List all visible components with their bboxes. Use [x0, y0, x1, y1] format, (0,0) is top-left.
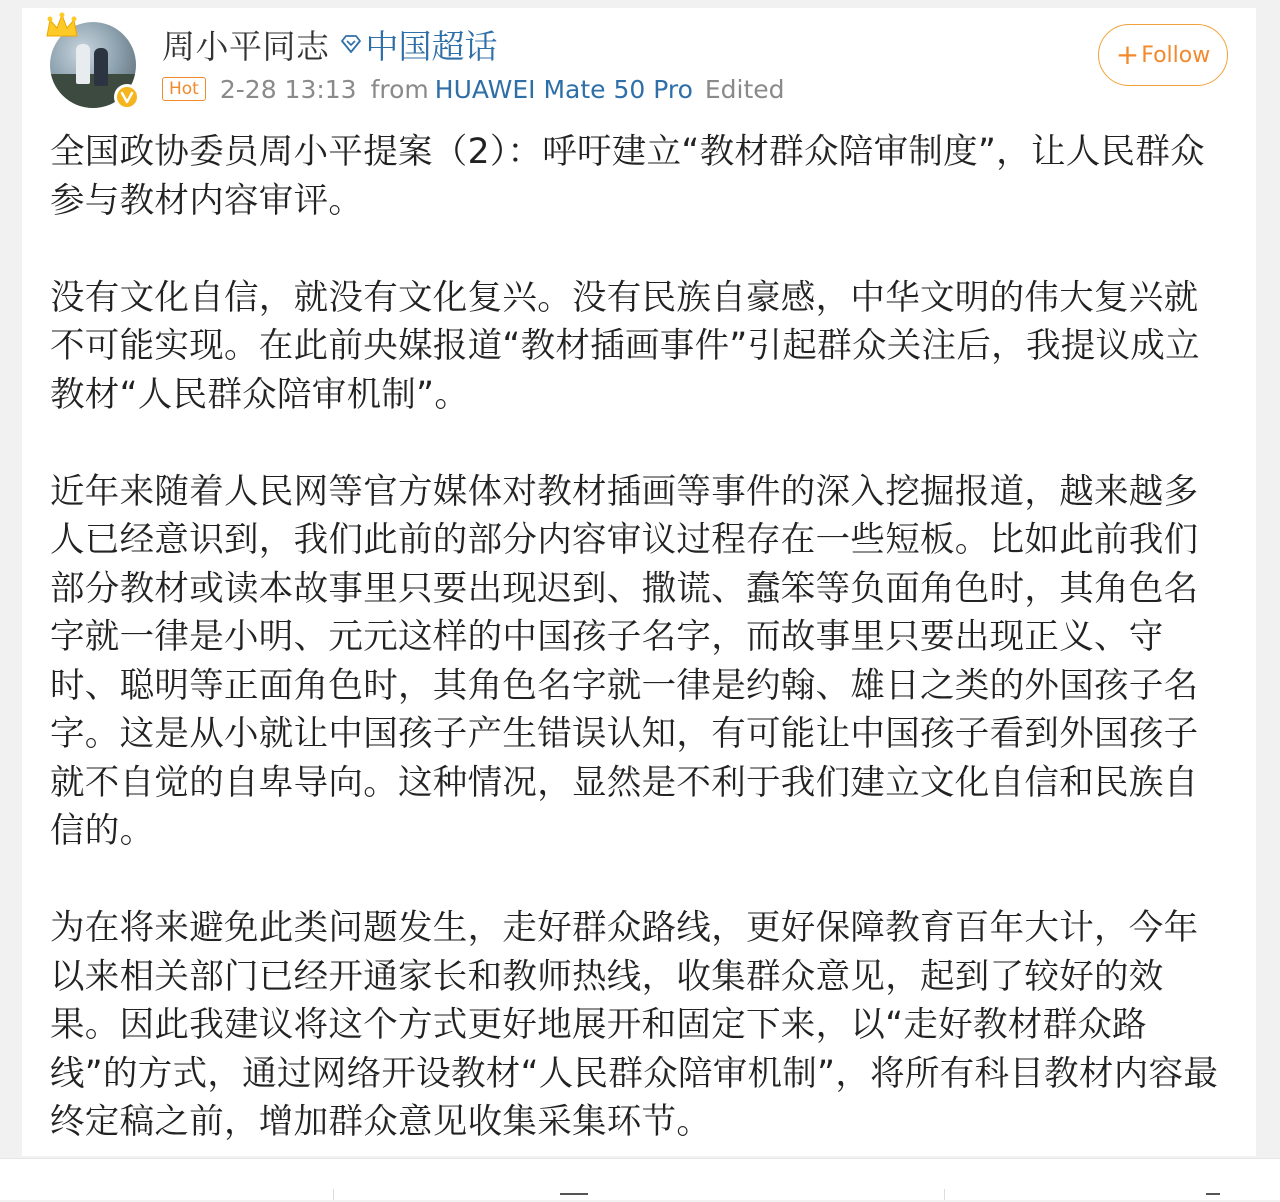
- avatar-figure: [76, 44, 90, 84]
- comment-icon[interactable]: [560, 1193, 588, 1202]
- super-topic-diamond-icon: [340, 33, 362, 55]
- action-bar: [0, 1158, 1280, 1200]
- plus-icon: +: [1115, 38, 1140, 71]
- weibo-post-card: [22, 8, 1256, 1156]
- v-mark-icon: [120, 90, 134, 104]
- post-paragraph: 没有文化自信，就没有文化复兴。没有民族自豪感，中华文明的伟大复兴就不可能实现。在此前央媒报道“教材插画事件”引起群众关注后，我提议成立教材“人民群众陪审机制”。: [50, 277, 1200, 415]
- action-divider: [944, 1189, 945, 1200]
- post-source-label: from: [370, 74, 429, 104]
- author-name[interactable]: 周小平同志: [162, 26, 330, 66]
- action-divider: [333, 1189, 334, 1200]
- author-row: [162, 22, 498, 66]
- post-paragraph: 为在将来避免此类问题发生，走好群众路线，更好保障教育百年大计，今年以来相关部门已经开通家长和教师热线，收集群众意见，起到了较好的效果。因此我建议将这个方式更好地展开和固定下来，以“走好教材群众路线”的方式，通过网络开设教材“人民群众陪审机制”，将所有科目教材内容最终定稿之前，增加群众意见收集采集环节。: [50, 908, 1219, 1142]
- post-paragraph: 近年来随着人民网等官方媒体对教材插画等事件的深入挖掘报道，越来越多人已经意识到，我们此前的部分内容审议过程存在一些短板。比如此前我们部分教材或读本故事里只要出现迟到、撒谎、蠢笨等负面角色时，其角色名字就一律是小明、元元这样的中国孩子名字，而故事里只要出现正义、守时、聪明等正面角色时，其角色名字就一律是约翰、雄日之类的外国孩子名字。这是从小就让中国孩子产生错误认知，有可能让中国孩子看到外国孩子就不自觉的自卑导向。这种情况，显然是不利于我们建立文化自信和民族自信的。: [50, 471, 1199, 851]
- hot-badge: Hot: [162, 77, 206, 101]
- post-text: [50, 128, 1230, 1147]
- avatar[interactable]: [50, 22, 136, 108]
- post-meta: [162, 72, 785, 106]
- verified-badge-icon: [114, 84, 140, 110]
- edited-label[interactable]: Edited: [704, 74, 785, 104]
- follow-label: Follow: [1141, 42, 1211, 68]
- follow-button[interactable]: [1098, 24, 1228, 86]
- post-time: 2-28 13:13: [219, 74, 357, 104]
- super-topic-link[interactable]: 中国超话: [365, 26, 498, 66]
- post-source-device[interactable]: HUAWEI Mate 50 Pro: [434, 74, 693, 104]
- avatar-figure: [94, 48, 108, 86]
- like-icon[interactable]: [1206, 1193, 1220, 1202]
- post-paragraph: 全国政协委员周小平提案（2）：呼吁建立“教材群众陪审制度”，让人民群众参与教材内容审评。: [50, 132, 1205, 221]
- crown-icon: [44, 12, 80, 40]
